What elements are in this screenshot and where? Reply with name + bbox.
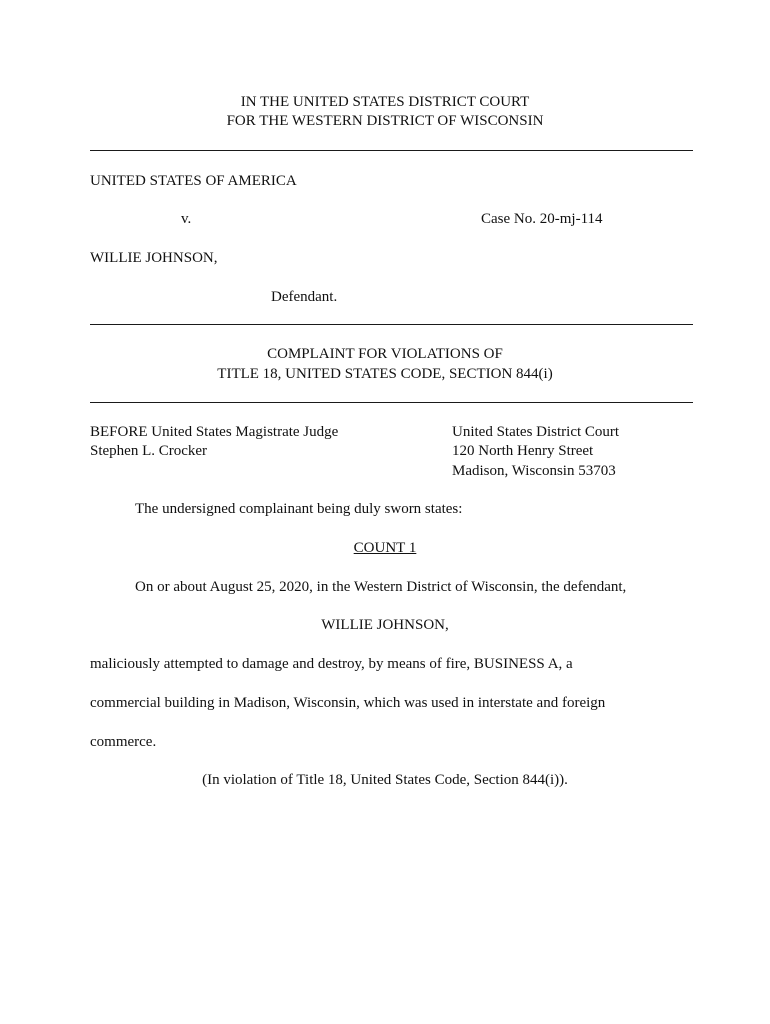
caption-top-rule bbox=[90, 150, 693, 151]
before-judge-line-1: BEFORE United States Magistrate Judge bbox=[90, 424, 339, 440]
court-address-line-1: United States District Court bbox=[452, 424, 620, 440]
charge-line-3: commerce. bbox=[90, 734, 157, 750]
complaint-title-line-1: COMPLAINT FOR VIOLATIONS OF bbox=[267, 346, 503, 362]
complaint-title-line-2: TITLE 18, UNITED STATES CODE, SECTION 844(i) bbox=[217, 366, 553, 382]
before-judge-line-2: Stephen L. Crocker bbox=[90, 443, 208, 459]
court-address-line-2: 120 North Henry Street bbox=[452, 443, 594, 459]
count-heading bbox=[0, 539, 770, 558]
statute-citation: (In violation of Title 18, United States Code, Section 844(i)). bbox=[202, 772, 568, 788]
caption-bottom-rule bbox=[90, 324, 693, 325]
count-defendant-name: WILLIE JOHNSON, bbox=[321, 617, 449, 633]
court-heading-line-2: FOR THE WESTERN DISTRICT OF WISCONSIN bbox=[226, 113, 544, 129]
plaintiff-name: UNITED STATES OF AMERICA bbox=[90, 173, 297, 189]
count-heading-text: COUNT 1 bbox=[353, 540, 417, 556]
case-number: Case No. 20-mj-114 bbox=[481, 211, 603, 227]
count-intro: On or about August 25, 2020, in the Western District of Wisconsin, the defendant, bbox=[135, 579, 627, 595]
sworn-statement-intro: The undersigned complainant being duly sworn states: bbox=[135, 501, 463, 517]
versus-label: v. bbox=[181, 211, 192, 227]
title-bottom-rule bbox=[90, 402, 693, 403]
court-address-line-3: Madison, Wisconsin 53703 bbox=[452, 463, 616, 479]
defendant-role: Defendant. bbox=[271, 289, 338, 305]
charge-line-2: commercial building in Madison, Wisconsin, which was used in interstate and foreign bbox=[90, 695, 606, 711]
charge-line-1: maliciously attempted to damage and destroy, by means of fire, BUSINESS A, a bbox=[90, 656, 573, 672]
defendant-name: WILLIE JOHNSON, bbox=[90, 250, 218, 266]
court-heading-line-1: IN THE UNITED STATES DISTRICT COURT bbox=[240, 94, 530, 110]
